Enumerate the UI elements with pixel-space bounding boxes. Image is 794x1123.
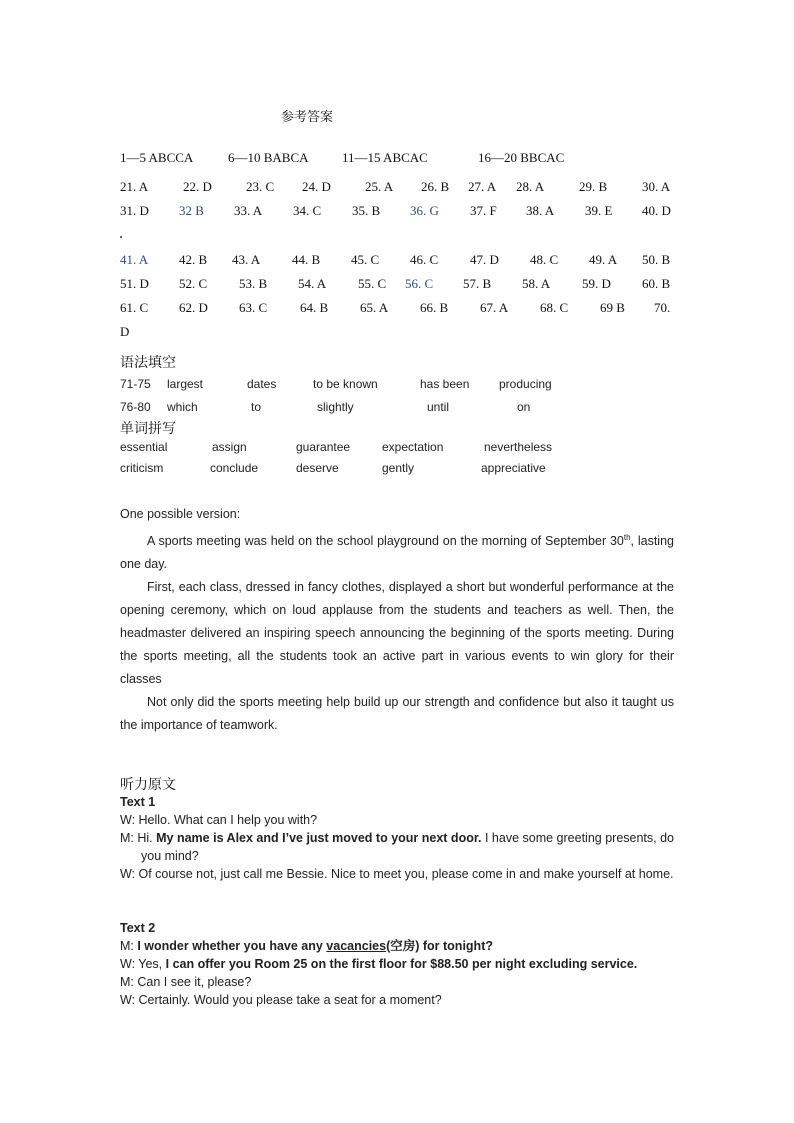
answer-item: 53. B (239, 276, 268, 291)
answer-item: 62. D (179, 300, 208, 315)
answer-item: 43. A (232, 252, 261, 267)
essay-text: , lasting one day. (120, 534, 674, 572)
spelling-word: essential (120, 440, 168, 454)
grammar-word: on (517, 400, 531, 414)
text-title: Text 1 (120, 795, 156, 809)
answer-item: 33. A (234, 203, 263, 218)
answer-item: 69 B (600, 300, 625, 315)
dialogue-line: W: Of course not, just call me Bessie. Nice to meet you, please come in and make yourself at home. (120, 867, 674, 881)
answer-item: 65. A (360, 300, 389, 315)
essay-paragraph: First, each class, dressed in fancy clothes, displayed a short but wonderful performance at the opening ceremony, which on loud applause from the students and teachers as well. Then, the headmaster delivered an inspiring speech announcing the beginning of the sports meeting. During the sports meeting, all the students took an active part in various events to win glory for their classes (120, 580, 674, 687)
spelling-row (120, 440, 680, 458)
grammar-row (120, 377, 680, 395)
answer-item: 63. C (239, 300, 268, 315)
key-sentence: (空房) for tonight? (386, 939, 493, 953)
essay-paragraph (120, 526, 674, 576)
ordinal-suffix: th (623, 533, 631, 542)
answer-item: 22. D (183, 179, 212, 194)
page-title: 参考答案 (281, 110, 334, 125)
answer-item: 57. B (463, 276, 492, 291)
spelling-word: appreciative (481, 461, 546, 475)
cloze-answers-row (120, 300, 680, 318)
listening-text-2 (120, 919, 674, 1009)
essay-text: A sports meeting was held on the school playground on the morning of September 30 (147, 534, 624, 549)
answer-item: 30. A (642, 179, 671, 194)
reading-answers-row (120, 179, 680, 197)
answer-item: 32 B (179, 203, 204, 218)
key-sentence: My name is Alex and I’ve just moved to your next door. (156, 831, 482, 845)
answer-item: 44. B (292, 252, 321, 267)
grammar-word: largest (167, 377, 204, 391)
answer-item: 70. (654, 300, 671, 315)
row-label: 76-80 (120, 400, 151, 414)
answer-item: 31. D (120, 203, 149, 218)
answer-item: 51. D (120, 276, 149, 291)
row-label: 71-75 (120, 377, 151, 391)
key-word: vacancies (326, 939, 387, 953)
answer-item: 39. E (585, 203, 613, 218)
spelling-word: expectation (382, 440, 444, 454)
answer-item: 35. B (352, 203, 381, 218)
dialogue-line (120, 955, 674, 973)
key-sentence: I can offer you Room 25 on the first floor for $88.50 per night excluding service. (165, 957, 638, 971)
answer-item: 50. B (642, 252, 671, 267)
answer-group: 6—10 BABCA (228, 150, 309, 165)
answer-item: 67. A (480, 300, 509, 315)
answer-item: 40. D (642, 203, 671, 218)
grammar-word: dates (247, 377, 277, 391)
grammar-word: until (427, 400, 450, 414)
speaker-text: I have some greeting presents, do you mind? (141, 831, 675, 863)
answer-item: 61. C (120, 300, 149, 315)
answer-item: 41. A (120, 252, 149, 267)
answer-item: 28. A (516, 179, 545, 194)
grammar-row (120, 400, 680, 418)
answer-item: 66. B (420, 300, 449, 315)
answer-group: 1—5 ABCCA (120, 150, 194, 165)
dialogue-line (120, 937, 674, 955)
listening-text-1 (120, 793, 674, 883)
answer-item: 54. A (298, 276, 327, 291)
grammar-word: producing (499, 377, 552, 391)
speaker-text: M: Hi. (120, 831, 157, 845)
grammar-heading: 语法填空 (120, 355, 176, 371)
dialogue-line: W: Hello. What can I help you with? (120, 813, 318, 827)
answer-item: 24. D (302, 179, 331, 194)
answer-item: 37. F (470, 203, 497, 218)
answer-item: 47. D (470, 252, 499, 267)
answer-item: 45. C (351, 252, 380, 267)
answer-item: 34. C (293, 203, 322, 218)
spelling-word: assign (212, 440, 247, 454)
answer-item: 27. A (468, 179, 497, 194)
stray-dot (120, 236, 122, 238)
spelling-word: criticism (120, 461, 164, 475)
grammar-word: slightly (317, 400, 354, 414)
answer-wrap: D (120, 324, 130, 339)
answer-group: 16—20 BBCAC (478, 150, 565, 165)
spelling-row (120, 461, 680, 479)
answer-item: 49. A (589, 252, 618, 267)
answer-item: 46. C (410, 252, 439, 267)
spelling-word: deserve (296, 461, 339, 475)
answer-item: 21. A (120, 179, 149, 194)
dialogue-line (120, 829, 674, 865)
answer-item: 55. C (358, 276, 387, 291)
answer-item: 23. C (246, 179, 275, 194)
essay-lead: One possible version: (120, 507, 241, 521)
grammar-word: to (251, 400, 262, 414)
answer-item: 52. C (179, 276, 208, 291)
answer-item: 68. C (540, 300, 569, 315)
speaker-text: M: (120, 939, 138, 953)
answer-item: 42. B (179, 252, 208, 267)
text-title: Text 2 (120, 921, 156, 935)
listening-answers-row (120, 150, 680, 168)
answer-item: 29. B (579, 179, 608, 194)
dialogue-line: M: Can I see it, please? (120, 975, 252, 989)
cloze-answers-row (120, 252, 680, 270)
grammar-word: to be known (313, 377, 378, 391)
sample-essay (120, 503, 674, 737)
grammar-word: has been (420, 377, 470, 391)
essay-paragraph: Not only did the sports meeting help build up our strength and confidence but also it taught us the importance of teamwork. (120, 695, 674, 733)
answer-group: 11—15 ABCAC (342, 150, 428, 165)
answer-item: 58. A (522, 276, 551, 291)
dialogue-line: W: Certainly. Would you please take a seat for a moment? (120, 993, 442, 1007)
answer-item: 48. C (530, 252, 559, 267)
cloze-answers-row (120, 276, 680, 294)
key-sentence: I wonder whether you have any (137, 939, 327, 953)
spelling-word: gently (382, 461, 415, 475)
answer-item: 56. C (405, 276, 434, 291)
answer-item: 26. B (421, 179, 450, 194)
answer-item: 38. A (526, 203, 555, 218)
answer-item: 64. B (300, 300, 329, 315)
answer-item: 25. A (365, 179, 394, 194)
spelling-word: conclude (210, 461, 259, 475)
grammar-word: which (167, 400, 198, 414)
answer-item: 59. D (582, 276, 611, 291)
spelling-word: guarantee (296, 440, 351, 454)
reading-answers-row (120, 203, 680, 221)
listening-heading: 听力原文 (120, 777, 176, 793)
answer-item: 36. G (410, 203, 439, 218)
spelling-word: nevertheless (484, 440, 553, 454)
answer-item: 60. B (642, 276, 671, 291)
spelling-heading: 单词拼写 (120, 421, 176, 437)
speaker-text: W: Yes, (120, 957, 166, 971)
